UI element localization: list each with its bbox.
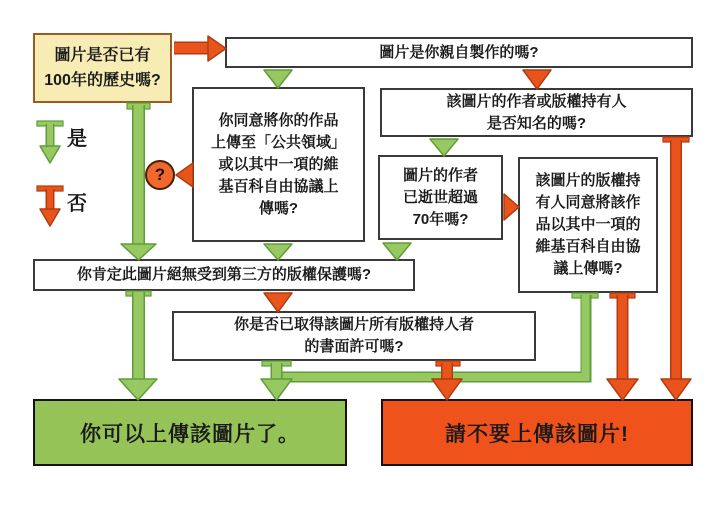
- arrow-no-dead70-to-holder-agrees: [504, 194, 519, 220]
- text-line: 你可以上傳該圖片了。: [80, 422, 300, 446]
- text-line: 圖片是否已有: [54, 47, 151, 64]
- text-line: 品以其中一項的: [535, 216, 641, 233]
- text-line: 的書面許可嗎?: [304, 338, 404, 355]
- text-line: 維基百科自由協: [535, 238, 641, 255]
- box-result-do-not-upload: [381, 399, 693, 466]
- box-question-author-known: [380, 88, 693, 137]
- arrow-no-holder-agrees-to-do-not-upload: [607, 293, 638, 400]
- box-question-self-made: [225, 37, 693, 68]
- arrow-no-selfmade-to-known: [523, 70, 551, 89]
- arrow-no-known-to-do-not-upload: [661, 137, 691, 400]
- arrow-yes-public-domain-to-third-party: [264, 244, 292, 260]
- box-question-100-years: [33, 33, 172, 103]
- box-result-can-upload: [33, 399, 347, 466]
- legend-no-arrow-icon: [37, 186, 63, 226]
- question-mark-label: ?: [154, 165, 166, 184]
- text-line: 傳嗎?: [258, 199, 299, 217]
- text-line: 已逝世超過: [402, 188, 478, 206]
- arrow-yes-known-to-dead70: [430, 139, 458, 156]
- text-line: 基百科自由協議上: [218, 177, 339, 195]
- arrow-unsure-public-domain-to-question-mark: [176, 163, 193, 187]
- arrow-yes-selfmade-to-public-domain: [264, 70, 292, 88]
- text-line: 該圖片的版權持: [535, 172, 641, 189]
- arrow-no-third-party-to-written-permission: [264, 293, 292, 312]
- text-line: 70年嗎?: [412, 210, 469, 228]
- arrow-no-written-permission-to-do-not-upload: [432, 361, 462, 400]
- text-line: 你是否已取得該圖片所有版權持人者: [233, 316, 474, 333]
- legend-no-label: 否: [67, 193, 87, 215]
- text-line: 100年的歷史嗎?: [44, 72, 161, 89]
- text-line: 圖片的作者: [402, 166, 478, 184]
- box-question-no-third-party-copyright: [33, 259, 415, 291]
- arrow-yes-third-party-to-can-upload: [119, 291, 157, 400]
- text-line: 議上傳嗎?: [553, 260, 623, 277]
- text-line: 該圖片的作者或版權持有人: [446, 92, 627, 110]
- text-line: 有人同意將該作: [535, 194, 641, 211]
- box-question-public-domain: [192, 87, 365, 242]
- text-line: 圖片是你親自製作的嗎?: [379, 43, 539, 61]
- legend-yes-arrow-icon: [37, 121, 63, 163]
- box-question-author-dead-70-years: [378, 155, 503, 240]
- text-line: 請不要上傳該圖片!: [445, 422, 629, 446]
- arrow-yes-dead70-to-third-party: [383, 243, 411, 260]
- question-mark-badge: [145, 160, 175, 190]
- box-question-written-permission: [172, 311, 536, 361]
- legend-yes-label: 是: [67, 128, 87, 150]
- text-line: 上傳至「公共領域」: [210, 133, 346, 151]
- text-line: 你肯定此圖片絕無受到第三方的版權保護嗎?: [76, 266, 372, 283]
- arrow-yes-written-permission-to-can-upload: [261, 361, 292, 400]
- text-line: 是否知名的嗎?: [486, 114, 587, 132]
- text-line: 或以其中一項的維: [218, 155, 339, 173]
- arrow-no-100years-to-selfmade: [174, 36, 226, 61]
- text-line: 你同意將你的作品: [218, 111, 339, 129]
- box-question-holder-agrees: [518, 157, 658, 293]
